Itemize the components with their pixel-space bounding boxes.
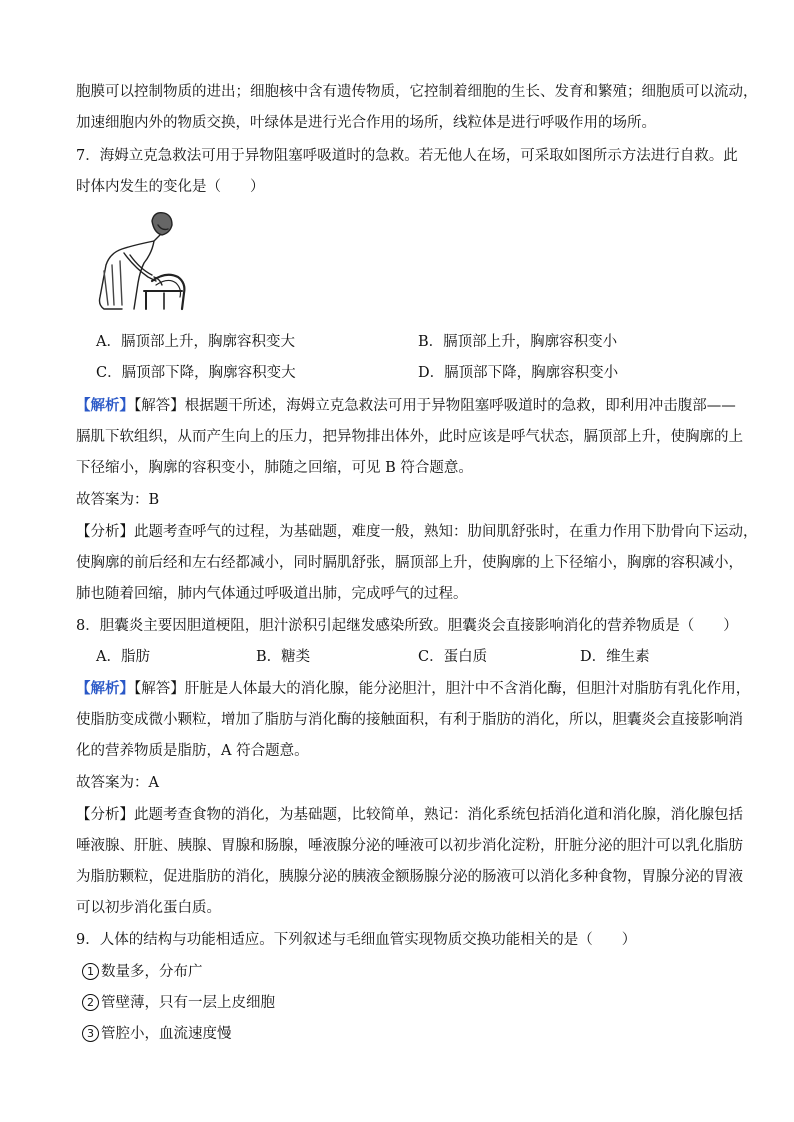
q9-item-text: 管壁薄，只有一层上皮细胞 [101, 995, 275, 1011]
q7-stem-line: 时体内发生的变化是（ ） [76, 179, 265, 195]
q8-jieda-text: 肝脏是人体最大的消化腺，能分泌胆汁，胆汁中不含消化酶，但胆汁对脂肪有乳化作用， [184, 681, 751, 697]
q8-option-c: C．蛋白质 [418, 649, 488, 665]
q7-fenxi-line: 肺也随着回缩，肺内气体通过呼吸道出肺，完成呼气的过程。 [76, 586, 468, 602]
circled-number: 1 [82, 963, 99, 980]
q9-item [82, 1024, 742, 1044]
q8-jieda-line: 化的营养物质是脂肪，A 符合题意。 [76, 743, 309, 759]
q7-jieda-line: 下径缩小，胸廓的容积变小，肺随之回缩，可见 B 符合题意。 [76, 460, 473, 476]
q7-option-a: A．膈顶部上升，胸廓容积变大 [96, 334, 295, 350]
q9-stem: 9．人体的结构与功能相适应。下列叙述与毛细血管实现物质交换功能相关的是（ ） [76, 932, 637, 948]
q7-option-c: C．膈顶部下降，胸廓容积变大 [96, 365, 296, 381]
jiexi-tag: 【解析】 [76, 680, 134, 697]
person-leaning-on-chair-illustration [94, 205, 204, 315]
q8-option-a: A．脂肪 [96, 649, 150, 665]
q8-option-b: B．糖类 [256, 649, 311, 665]
q9-item [82, 993, 742, 1013]
q9-item-text: 数量多，分布广 [101, 964, 203, 980]
q7-option-b: B．膈顶部上升，胸廓容积变小 [418, 334, 618, 350]
fenxi-tag: 【分析】 [76, 524, 134, 540]
q8-jieda-line [76, 679, 751, 699]
q8-fenxi-text: 此题考查食物的消化，为基础题，比较简单，熟记：消化系统包括消化道和消化腺，消化腺包括 [134, 807, 743, 823]
q7-fenxi-line: 使胸廓的前后经和左右经都减小，同时膈肌舒张，膈顶部上升，使胸廓的上下径缩小，胸廓的容积减小， [76, 555, 743, 571]
jiexi-tag: 【解析】 [76, 397, 134, 414]
circled-number: 2 [82, 994, 99, 1011]
q8-fenxi-line: 唾液腺、肝脏、胰腺、胃腺和肠腺，唾液腺分泌的唾液可以初步消化淀粉，肝脏分泌的胆汁可以乳化脂肪 [76, 838, 743, 854]
q7-jieda-line [76, 396, 736, 416]
q8-stem: 8．胆囊炎主要因胆道梗阻，胆汁淤积引起继发感染所致。胆囊炎会直接影响消化的营养物质是（ ） [76, 618, 738, 634]
q8-fenxi-line: 可以初步消化蛋白质。 [76, 900, 221, 916]
q8-fenxi-line: 为脂肪颗粒，促进脂肪的消化，胰腺分泌的胰液金额肠腺分泌的肠液可以消化多种食物，胃腺分泌的胃液 [76, 869, 743, 885]
q8-jieda-line: 使脂肪变成微小颗粒，增加了脂肪与消化酶的接触面积，有利于脂肪的消化，所以，胆囊炎会直接影响消 [76, 712, 743, 728]
q8-option-d: D．维生素 [580, 649, 650, 665]
q7-option-d: D．膈顶部下降，胸廓容积变小 [418, 365, 619, 381]
fenxi-tag: 【分析】 [76, 807, 134, 823]
jieda-tag: 【解答】 [134, 681, 185, 697]
text-line: 加速细胞内外的物质交换，叶绿体是进行光合作用的场所，线粒体是进行呼吸作用的场所。 [76, 115, 656, 131]
q7-jieda-text: 根据题干所述，海姆立克急救法可用于异物阻塞呼吸道时的急救，即利用冲击腹部—— [184, 398, 736, 414]
q9-item [82, 962, 742, 982]
q7-stem-line: 7．海姆立克急救法可用于异物阻塞呼吸道时的急救。若无他人在场，可采取如图所示方法进行自救。此 [76, 148, 738, 164]
q9-item-text: 管腔小，血流速度慢 [101, 1026, 232, 1042]
circled-number: 3 [82, 1025, 99, 1042]
q7-fenxi-line [76, 522, 758, 542]
q7-answer: 故答案为：B [76, 492, 160, 508]
text-line: 胞膜可以控制物质的进出；细胞核中含有遗传物质，它控制着细胞的生长、发育和繁殖；细胞质可以流动， [76, 84, 758, 100]
jieda-tag: 【解答】 [134, 398, 185, 414]
q8-fenxi-line [76, 805, 743, 825]
q7-fenxi-text: 此题考查呼气的过程，为基础题，难度一般，熟知：肋间肌舒张时，在重力作用下肋骨向下运动， [134, 524, 758, 540]
q7-jieda-line: 膈肌下软组织，从而产生向上的压力，把异物排出体外，此时应该是呼气状态，膈顶部上升，使胸廓的上 [76, 429, 743, 445]
q8-answer: 故答案为：A [76, 775, 159, 791]
q7-figure-person-leaning-on-chair [94, 205, 204, 315]
